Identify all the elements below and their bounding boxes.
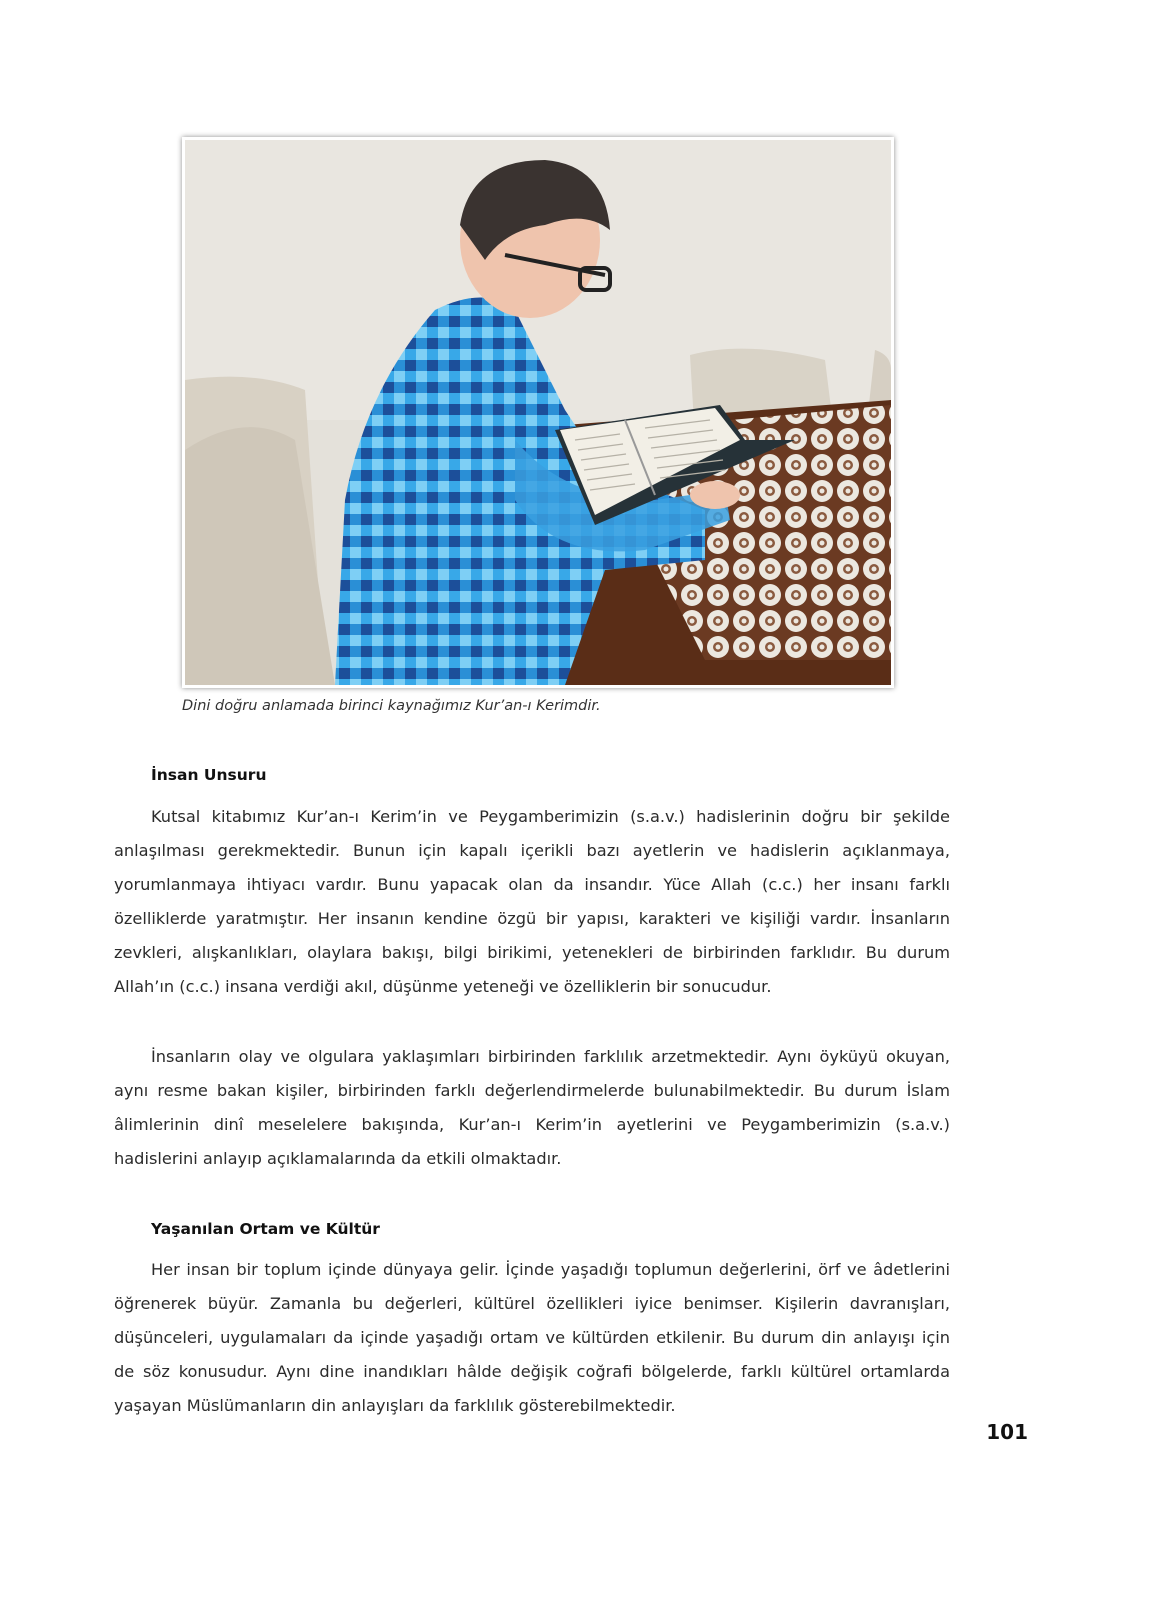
section-heading-insan-unsuru: İnsan Unsuru <box>151 766 267 784</box>
person-reading-book-photo <box>185 140 891 685</box>
reading-photo <box>182 137 894 688</box>
paragraph: Her insan bir toplum içinde dünyaya gelir. İçinde yaşadığı toplumun değerlerini, örf ve âdetlerini öğrenerek büyür. Zamanla bu değerleri, kültürel özellikleri iyice benimser. Kişilerin davranışları, düşünceleri, uygulamaları da içinde yaşadığı ortam ve kültürden etkilenir. Bu durum din anlayışı için de söz konusudur. Aynı dine inandıkları hâlde değişik coğrafi bölgelerde, farklı kültürel ortamlarda yaşayan Müslümanların din anlayışları da farklılık gösterebilmektedir. <box>114 1260 950 1415</box>
paragraph: Kutsal kitabımız Kur’an-ı Kerim’in ve Peygamberimizin (s.a.v.) hadislerinin doğru bir şekilde anlaşılması gerekmektedir. Bunun için kapalı içerikli bazı ayetlerin ve hadislerin açıklanmaya, yorumlanmaya ihtiyacı vardır. Bunu yapacak olan da insandır. Yüce Allah (c.c.) her insanı farklı özelliklerde yaratmıştır. Her insanın kendine özgü bir yapısı, karakteri ve kişiliği vardır. İnsanların zevkleri, alışkanlıkları, olaylara bakışı, bilgi birikimi, yetenekleri de birbirinden farklıdır. Bu durum Allah’ın (c.c.) insana verdiği akıl, düşünme yeteneği ve özelliklerin bir sonucudur. <box>114 807 950 996</box>
photo-caption: Dini doğru anlamada birinci kaynağımız Kur’an-ı Kerimdir. <box>182 698 601 714</box>
section-heading-yasanilan-ortam: Yaşanılan Ortam ve Kültür <box>151 1220 380 1238</box>
paragraph: İnsanların olay ve olgulara yaklaşımları birbirinden farklılık arzetmektedir. Aynı öyküyü okuyan, aynı resme bakan kişiler, birbirinden farklı değerlendirmelerde bulunabilmektedir. Bu durum İslam âlimlerinin dinî meselelere bakışında, Kur’an-ı Kerim’in ayetlerini ve Peygamberimizin (s.a.v.) hadislerini anlayıp açıklamalarında da etkili olmaktadır. <box>114 1047 950 1168</box>
page-number: 101 <box>986 1420 1028 1444</box>
